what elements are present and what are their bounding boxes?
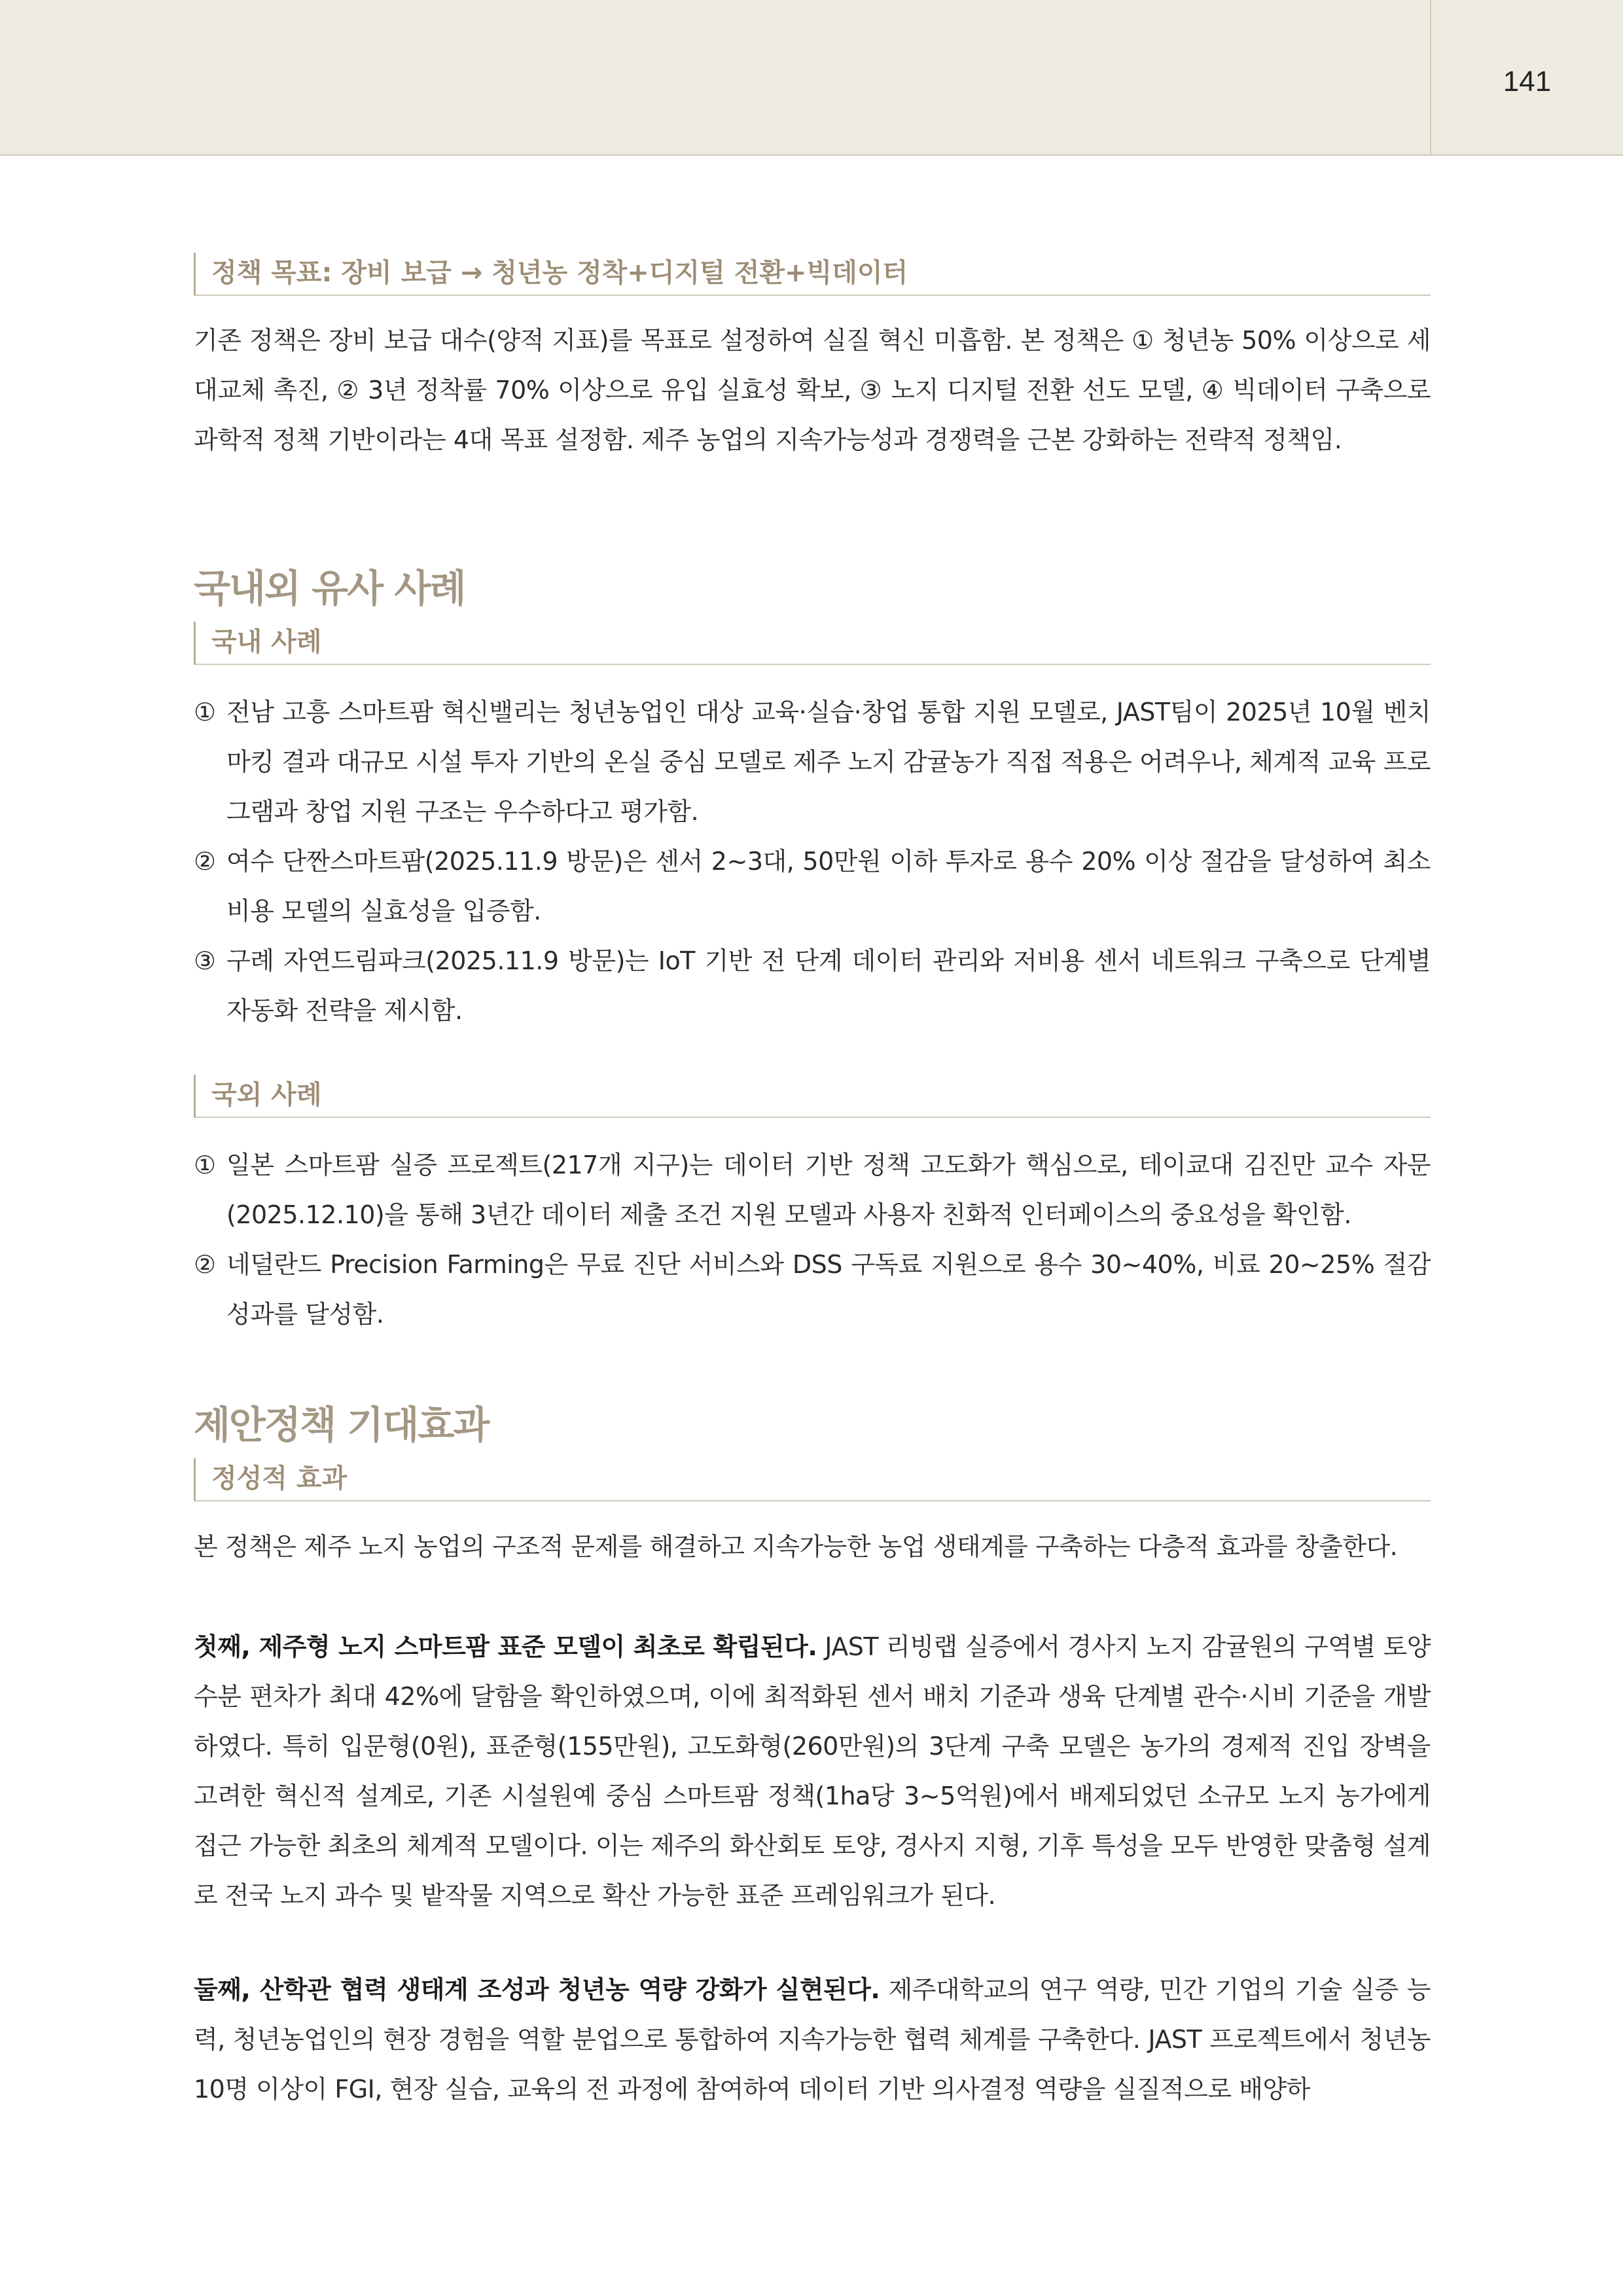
second-effect-lead: 둘째, 산학관 협력 생태계 조성과 청년농 역량 강화가 실현된다. bbox=[194, 1975, 880, 2004]
overseas-cases-heading: 국외 사례 bbox=[194, 1075, 1431, 1118]
header-band bbox=[0, 0, 1623, 156]
page-number: 141 bbox=[1503, 65, 1552, 98]
list-item: ② 여수 단짠스마트팜(2025.11.9 방문)은 센서 2~3대, 50만원 이하 투자로 용수 20% 이상 절감을 달성하여 최소비용 모델의 실효성을 입증함. bbox=[194, 847, 1431, 925]
qualitative-effects-heading: 정성적 효과 bbox=[194, 1458, 1431, 1501]
second-effect-body: 제주대학교의 연구 역량, 민간 기업의 기술 실증 능력, 청년농업인의 현장 경험을 역할 분업으로 통합하여 지속가능한 협력 체계를 구축한다. JAST 프로젝트에서 청년농 10명 이상이 FGI, 현장 실습, 교육의 전 과정에 참여하여 데이터 기반 의사결정 역량을 실질적으로 배양하 bbox=[194, 1975, 1431, 2104]
list-item: ① 일본 스마트팜 실증 프로젝트(217개 지구)는 데이터 기반 정책 고도화가 핵심으로, 테이쿄대 김진만 교수 자문(2025.12.10)을 통해 3년간 데이터 제출 조건 지원 모델과 사용자 친화적 인터페이스의 중요성을 확인함. bbox=[194, 1151, 1431, 1229]
policy-goal-heading: 정책 목표: 장비 보급 → 청년농 정착+디지털 전환+빅데이터 bbox=[194, 253, 1431, 296]
cases-section-title: 국내외 유사 사례 bbox=[194, 566, 465, 611]
list-item: ③ 구례 자연드림파크(2025.11.9 방문)는 IoT 기반 전 단계 데이터 관리와 저비용 센서 네트워크 구축으로 단계별 자동화 전략을 제시함. bbox=[194, 946, 1431, 1025]
first-effect-body: JAST 리빙랩 실증에서 경사지 노지 감귤원의 구역별 토양 수분 편차가 최대 42%에 달함을 확인하였으며, 이에 최적화된 센서 배치 기준과 생육 단계별 관수·시비 기준을 개발하였다. 특히 입문형(0원), 표준형(155만원), 고도화형(260만원)의 3단계 구축 모델은 농가의 경제적 진입 장벽을 고려한 혁신적 설계로, 기존 시설원예 중심 스마트팜 정책(1ha당 3~5억원)에서 배제되었던 소규모 노지 농가에게 접근 가능한 최초의 체계적 모델이다. 이는 제주의 화산회토 토양, 경사지 지형, 기후 특성을 모두 반영한 맞춤형 설계로 전국 노지 과수 및 밭작물 지역으로 확산 가능한 표준 프레임워크가 된다. bbox=[194, 1632, 1431, 1910]
domestic-cases-list bbox=[194, 687, 1431, 1035]
list-item: ② 네덜란드 Precision Farming은 무료 진단 서비스와 DSS 구독료 지원으로 용수 30~40%, 비료 20~25% 절감 성과를 달성함. bbox=[194, 1250, 1431, 1329]
first-effect-paragraph bbox=[194, 1622, 1431, 1920]
effects-section-title: 제안정책 기대효과 bbox=[194, 1403, 489, 1447]
domestic-cases-heading: 국내 사례 bbox=[194, 622, 1431, 665]
second-effect-paragraph bbox=[194, 1965, 1431, 2114]
list-item: ① 전남 고흥 스마트팜 혁신밸리는 청년농업인 대상 교육·실습·창업 통합 지원 모델로, JAST팀이 2025년 10월 벤치마킹 결과 대규모 시설 투자 기반의 온실 중심 모델로 제주 노지 감귤농가 직접 적용은 어려우나, 체계적 교육 프로그램과 창업 지원 구조는 우수하다고 평가함. bbox=[194, 698, 1431, 826]
first-effect-lead: 첫째, 제주형 노지 스마트팜 표준 모델이 최초로 확립된다. bbox=[194, 1632, 817, 1661]
qualitative-effects-intro: 본 정책은 제주 노지 농업의 구조적 문제를 해결하고 지속가능한 농업 생태계를 구축하는 다층적 효과를 창출한다. bbox=[194, 1532, 1398, 1561]
overseas-cases-list bbox=[194, 1140, 1431, 1339]
policy-goal-body: 기존 정책은 장비 보급 대수(양적 지표)를 목표로 설정하여 실질 혁신 미흡함. 본 정책은 ① 청년농 50% 이상으로 세대교체 촉진, ② 3년 정착률 70% 이상으로 유입 실효성 확보, ③ 노지 디지털 전환 선도 모델, ④ 빅데이터 구축으로 과학적 정책 기반이라는 4대 목표 설정함. 제주 농업의 지속가능성과 경쟁력을 근본 강화하는 전략적 정책임. bbox=[194, 326, 1431, 454]
